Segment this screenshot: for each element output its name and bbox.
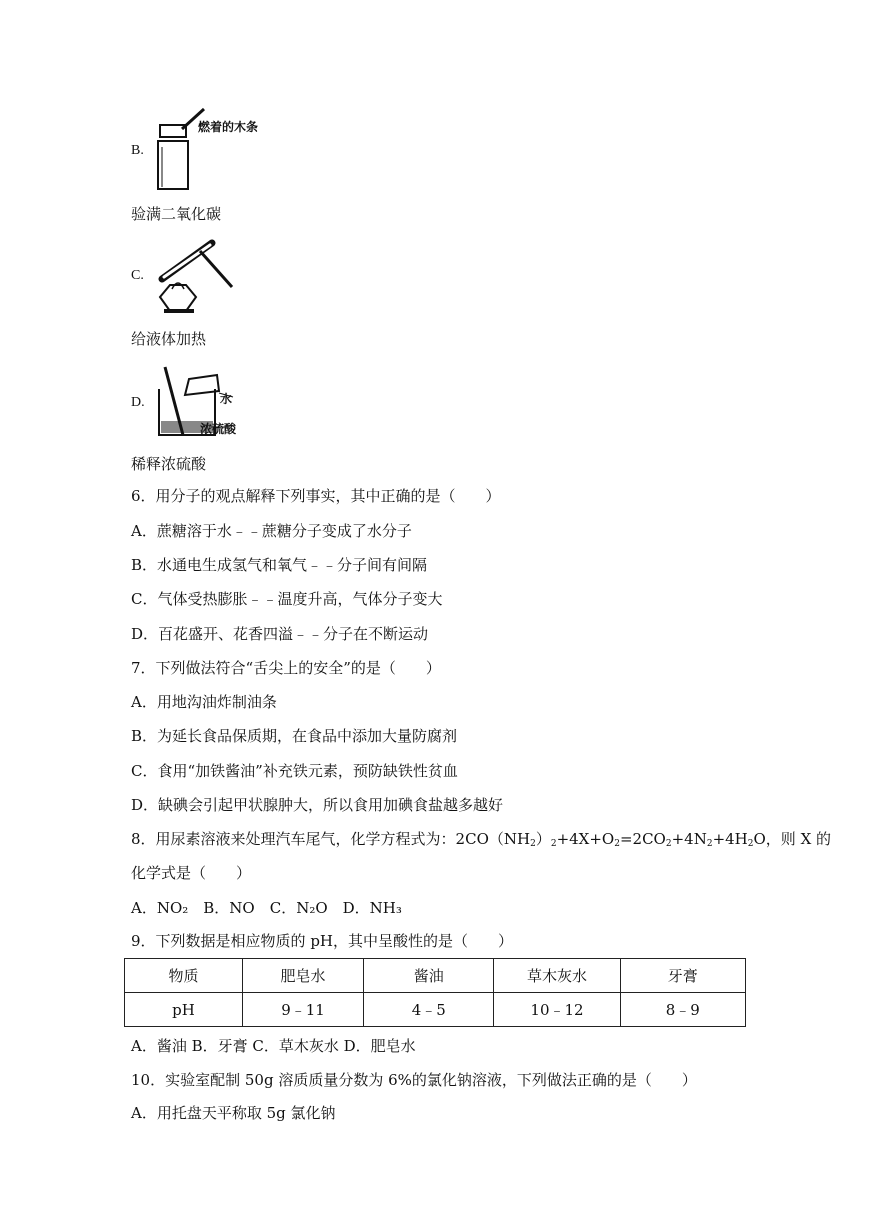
question-7-option-b: B．为延长食品保质期，在食品中添加大量防腐剂 [131, 727, 458, 745]
question-10-stem: 10．实验室配制 50g 溶质质量分数为 6%的氯化钠溶液，下列做法正确的是（ ） [131, 1071, 697, 1089]
question-8-stem-line2: 化学式是（ ） [131, 864, 252, 882]
question-6-option-b: B．水通电生成氢气和氧气﹣﹣分子间有间隔 [131, 556, 428, 574]
question-6-option-d: D．百花盛开、花香四溢﹣﹣分子在不断运动 [131, 625, 429, 643]
table-cell: 4﹣5 [364, 993, 494, 1027]
option-d-letter: D. [131, 395, 145, 410]
conc-sulfuric-acid-label: 浓硫酸 [200, 422, 237, 436]
table-header-cell: 酱油 [364, 959, 494, 993]
question-6-option-c: C．气体受热膨胀﹣﹣温度升高，气体分子变大 [131, 590, 443, 608]
table-cell: 10﹣12 [494, 993, 620, 1027]
table-cell: pH [125, 993, 243, 1027]
table-header-cell: 肥皂水 [242, 959, 363, 993]
option-c-letter: C. [131, 268, 144, 283]
question-6-stem: 6．用分子的观点解释下列事实，其中正确的是（ ） [131, 487, 501, 505]
option-b-letter: B. [131, 143, 144, 158]
question-10-option-a: A．用托盘天平称取 5g 氯化钠 [131, 1104, 336, 1122]
burning-splint-label: 燃着的木条 [198, 120, 259, 134]
figure-b-caption: 验满二氧化碳 [131, 205, 222, 223]
question-8-options: A．NO₂ B．NO C．N₂O D．NH₃ [131, 899, 402, 917]
question-7-stem: 7．下列做法符合“舌尖上的安全”的是（ ） [131, 659, 441, 677]
question-9-options: A．酱油 B．牙膏 C．草木灰水 D．肥皂水 [131, 1037, 416, 1055]
table-header-cell: 牙膏 [620, 959, 745, 993]
table-row [125, 993, 746, 1027]
table-header-row [125, 959, 746, 993]
table-header-cell: 物质 [125, 959, 243, 993]
table-cell: 9﹣11 [242, 993, 363, 1027]
question-6-option-a: A．蔗糖溶于水﹣﹣蔗糖分子变成了水分子 [131, 522, 412, 540]
heating-liquid-figure [150, 237, 240, 317]
table-cell: 8﹣9 [620, 993, 745, 1027]
figure-c-caption: 给液体加热 [131, 330, 207, 348]
question-9-stem: 9．下列数据是相应物质的 pH，其中呈酸性的是（ ） [131, 932, 513, 950]
question-8-stem: 8．用尿素溶液来处理汽车尾气，化学方程式为：$2CO(NH_2)_2+4X+O_2=2CO_2+4N_2+4H_2O$，则 X 的 [131, 830, 832, 849]
question-7-option-d: D．缺碘会引起甲状腺肿大，所以食用加碘食盐越多越好 [131, 796, 504, 814]
ph-table [124, 958, 746, 1027]
water-label: 水 [220, 392, 233, 406]
table-header-cell: 草木灰水 [494, 959, 620, 993]
question-7-option-c: C．食用“加铁酱油”补充铁元素，预防缺铁性贫血 [131, 762, 458, 780]
figure-d-caption: 稀释浓硫酸 [131, 455, 207, 473]
question-7-option-a: A．用地沟油炸制油条 [131, 693, 277, 711]
